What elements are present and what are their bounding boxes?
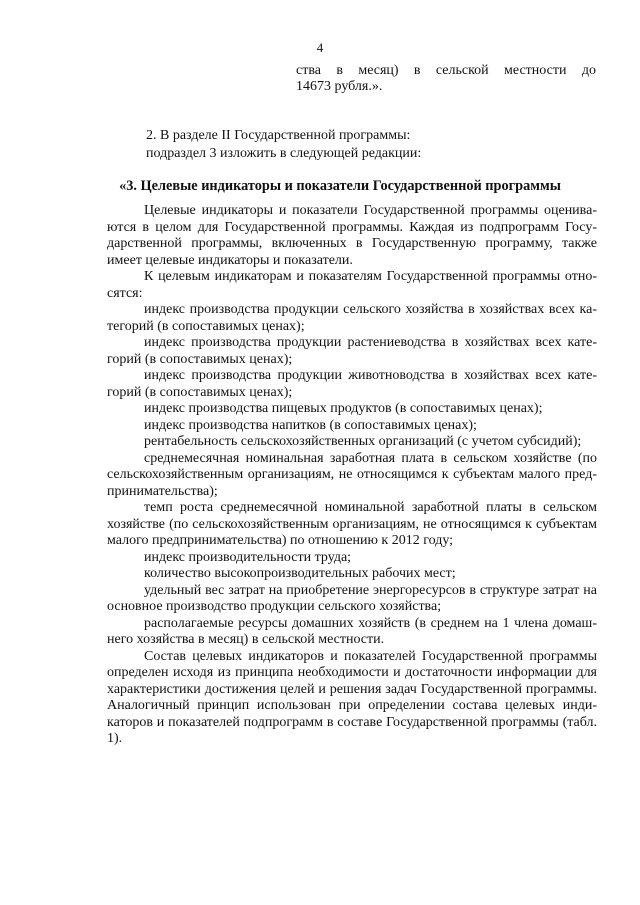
page-number: 4 — [316, 40, 324, 55]
continuation-line: 14673 рубля.». — [296, 79, 383, 94]
body-paragraph: количество высокопроизводительных рабочих мест; — [144, 566, 456, 581]
body-paragraph: индекс производства продукции растениеводства в хозяйствах всех категорий (в сопоставимых ценах); — [107, 335, 597, 367]
body-paragraph: удельный вес затрат на приобретение энергоресурсов в структуре затрат на основное производство продукции сельского хозяйства; — [107, 582, 597, 614]
body-paragraph: индекс производства продукции животноводства в хозяйствах всех категорий (в сопоставимых ценах); — [107, 368, 597, 400]
body-paragraph: Целевые индикаторы и показатели Государственной программы оцениваются в целом для Государственной программы. Каждая из подпрограмм Государственной программы, включенных в Государственную программу, также имеет целевые индикаторы и показатели. — [107, 203, 597, 268]
section-heading: «3. Целевые индикаторы и показатели Государственной программы — [119, 178, 561, 194]
body-paragraph: индекс производства пищевых продуктов (в сопоставимых ценах); — [144, 401, 543, 416]
continuation-word: в — [336, 63, 343, 78]
body-paragraph: индекс производительности труда; — [144, 549, 352, 565]
body-paragraph: индекс производства продукции сельского хозяйства в хозяйствах всех категорий (в сопоставимых ценах); — [107, 302, 597, 334]
body-paragraph: среднемесячная номинальная заработная плата в сельском хозяйстве (по сельскохозяйственным организациям, не относящимся к субъектам малого предпринимательства); — [107, 450, 597, 499]
continuation-word: до — [581, 63, 596, 78]
body-paragraph: К целевым индикаторам и показателям Государственной программы относятся: — [107, 269, 597, 301]
continuation-word: местности — [504, 63, 567, 78]
continuation-word: месяц) — [358, 63, 399, 78]
body-paragraph: темп роста среднемесячной номинальной заработной платы в сельском хозяйстве (по сельскохозяйственным организациям, не относящимся к субъектам малого предпринимательства) по отношению к 2012 году; — [107, 500, 597, 548]
body-paragraph: Состав целевых индикаторов и показателей Государственной программы определен исходя из принципа необходимости и достаточности информации для характеристики достижения целей и решения задач Государственной программы. Аналогичный принцип использован при определении состава целевых индикаторов и показателей подпрограмм в составе Государственной программы (табл. 1). — [107, 648, 597, 746]
continuation-line — [296, 63, 596, 79]
amendment-line: 2. В разделе II Государственной программы: — [146, 128, 411, 143]
amendment-instruction — [146, 127, 421, 163]
body-paragraph: индекс производства напитков (в сопоставимых ценах); — [144, 417, 477, 433]
continuation-word: в — [413, 63, 421, 78]
continuation-word: сельской — [435, 63, 489, 78]
continuation-word: ства — [296, 63, 321, 78]
body-paragraph: рентабельность сельскохозяйственных организаций (с учетом субсидий); — [144, 434, 582, 449]
amendment-line: подраздел 3 изложить в следующей редакции: — [146, 146, 422, 161]
continuation-text — [296, 63, 596, 95]
body-paragraph: располагаемые ресурсы домашних хозяйств (в среднем на 1 члена домашнего хозяйства в месяц) в сельской местности. — [107, 615, 597, 647]
section-body — [107, 203, 597, 748]
